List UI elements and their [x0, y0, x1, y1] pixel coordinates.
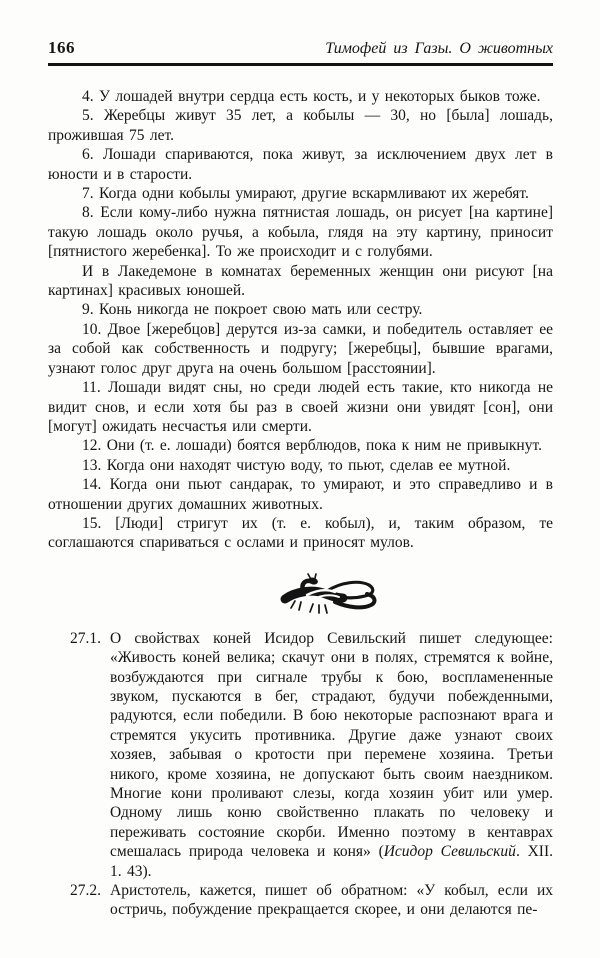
body-paragraph: 12. Они (т. е. лошади) боятся верблюдов, пока к ним не привыкнут. [82, 437, 542, 455]
running-title: Тимофей из Газы. О животных [325, 40, 553, 57]
body-paragraph: 9. Конь никогда не покроет свою мать или сестру. [82, 301, 423, 319]
commentary-text: Аристотель, кажется, пишет об обратном: «У кобыл, если их остричь, побуждение прекращается скорее, и они делаются пе- [110, 882, 553, 919]
body-paragraph: 7. Когда одни кобылы умирают, другие вскармливают их жеребят. [82, 185, 529, 203]
commentary-number: 27.2. [70, 882, 101, 900]
body-paragraph: И в Лакедемоне в комнатах беременных женщин они рисуют [на картинах] красивых юношей. [48, 262, 553, 300]
body-paragraph: 14. Когда они пьют сандарак, то умирают, и это справедливо и в отношении других домашних животных. [48, 476, 553, 513]
body-paragraph: 8. Если кому-либо нужна пятнистая лошадь, он рисует [на картине] такую лошадь около ручья, а кобыла, глядя на эту картину, приносит [пятнистого жеребенка]. То же происходит и с голубями. [48, 204, 553, 261]
lizard-ornament-icon [277, 572, 377, 616]
citation-source: Исидор Севильский [383, 843, 516, 861]
body-paragraph: 5. Жеребцы живут 35 лет, а кобылы — 30, но [была] лошадь, прожившая 75 лет. [48, 107, 553, 144]
commentary-paragraph [48, 881, 553, 920]
commentary-number: 27.1. [70, 629, 101, 647]
numbered-paragraphs [48, 87, 553, 553]
commentary-text: . XII. 1. 43). [110, 843, 553, 880]
body-paragraph: 4. У лошадей внутри сердца есть кость, и у некоторых быков тоже. [82, 88, 541, 105]
body-paragraph: 10. Двое [жеребцов] дерутся из-за самки, и победитель оставляет ее за собой как собственность и подругу; [жеребцы], бывшие врагами, узнают голос друг друга на очень большом [расстоянии]. [48, 320, 553, 377]
commentary-text: О свойствах коней Исидор Севильский пишет следующее: «Живость коней велика; скачут они в полях, стремятся к войне, возбуждаются при сигнале трубы к бою, воспламененные звуком, пускаются в бег, страдают, будучи побежденными, радуются, если победили. В бою некоторые распознают врага и стремятся укусить противника. Другие даже узнают своих хозяев, забывая о кротости при перемене хозяина. Третьи никого, кроме хозяина, не допускают быть своим наездником. Многие кони проливают слезы, когда хозяин убит или умер. Одному лишь коню свойственно плакать по человеку и переживать состояние скорби. Именно поэтому в кентаврах смешалась природа человека и коня» ( [110, 629, 553, 861]
body-paragraph: 15. [Люди] стригут их (т. е. кобыл), и, таким образом, те соглашаются спариваться с ослами и приносят мулов. [48, 514, 553, 552]
commentary-paragraph [48, 629, 553, 881]
header-rule [48, 63, 553, 66]
body-paragraph: 13. Когда они находят чистую воду, то пьют, сделав ее мутной. [82, 456, 511, 474]
page-header [48, 38, 553, 58]
lizard-ornament [74, 572, 579, 616]
page-text [48, 87, 553, 920]
commentary-sections [48, 629, 553, 920]
body-paragraph: 6. Лошади спариваются, пока живут, за исключением двух лет в юности и в старости. [48, 146, 553, 183]
body-paragraph: 11. Лошади видят сны, но среди людей есть такие, кто никогда не видит снов, и если хотя бы раз в своей жизни они увидят [сон], они [могут] ожидать несчастья или смерти. [48, 379, 553, 435]
page-number: 166 [48, 38, 75, 57]
